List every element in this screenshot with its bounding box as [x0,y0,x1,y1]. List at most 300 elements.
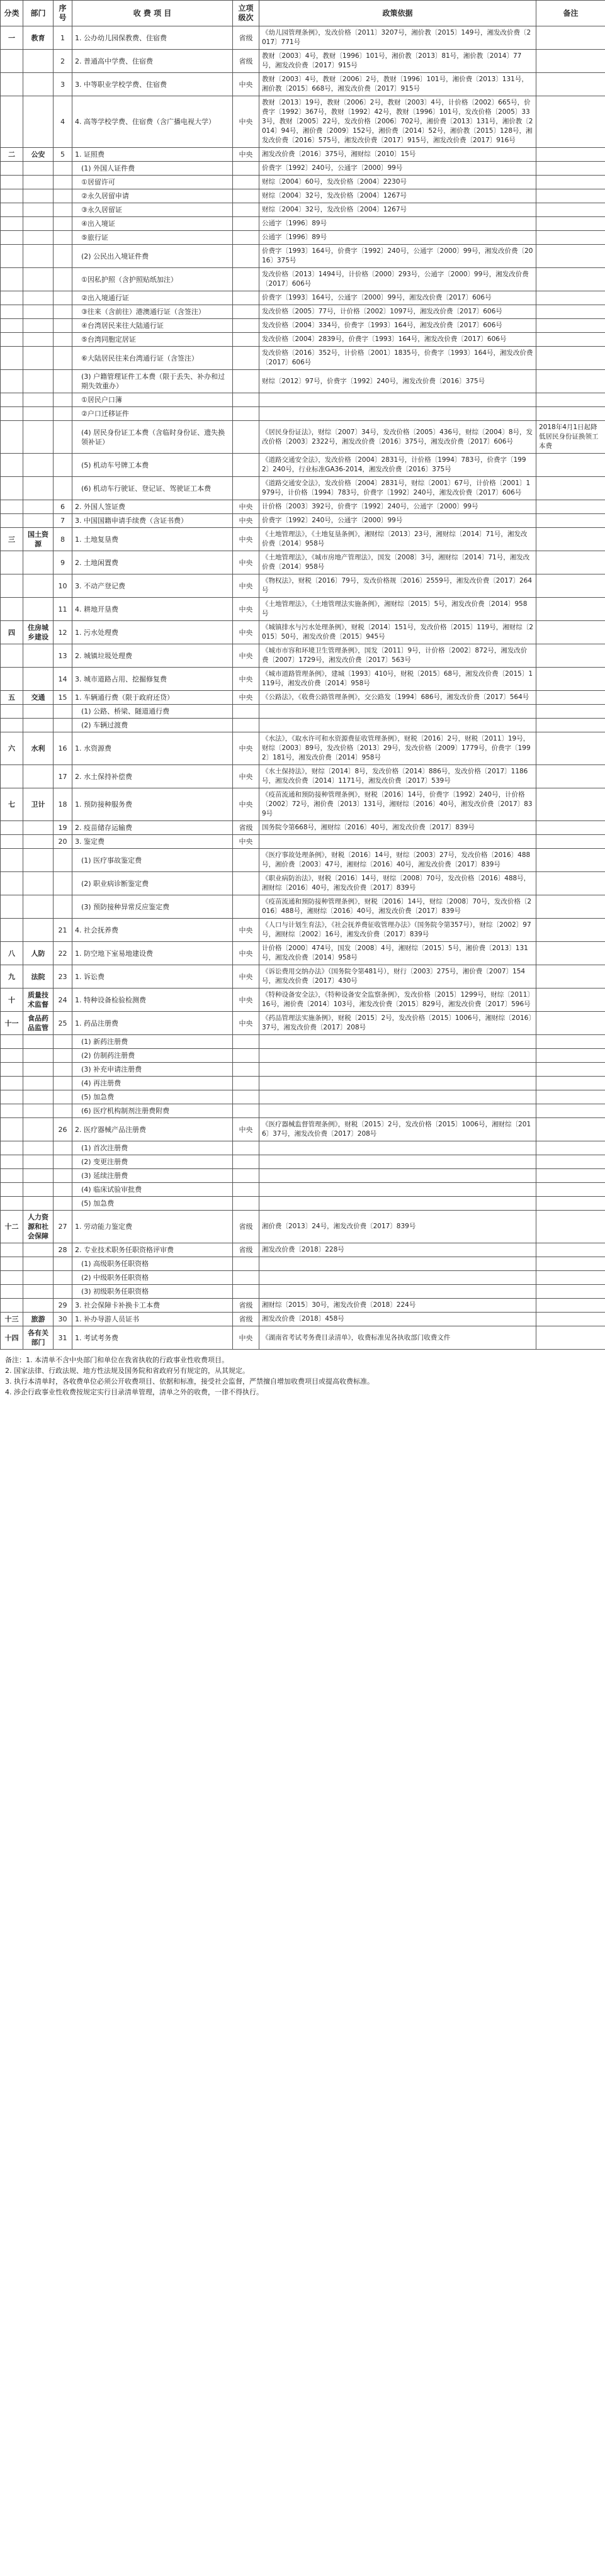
category-cell: 二 [1,148,23,162]
level-cell: 省级 [233,1299,259,1313]
sequence-cell [54,1049,72,1063]
sequence-cell: 10 [54,574,72,598]
remark-cell [536,1313,605,1326]
level-cell: 中央 [233,942,259,965]
sequence-cell: 23 [54,965,72,988]
sequence-cell: 8 [54,528,72,551]
category-cell [1,1035,23,1049]
category-cell [1,50,23,73]
department-cell [23,370,54,393]
remark-cell [536,1118,605,1141]
sequence-cell [54,421,72,454]
remark-cell [536,26,605,50]
fee-item-cell: (1) 外国人证件费 [72,162,233,176]
level-cell: 中央 [233,500,259,514]
table-row [1,245,605,268]
table-row [1,162,605,176]
category-cell [1,370,23,393]
level-cell: 省级 [233,821,259,835]
remark-cell [536,393,605,407]
level-cell: 中央 [233,1118,259,1141]
fee-item-cell: 4. 高等学校学费、住宿费（含广播电视大学） [72,96,233,148]
department-cell [23,231,54,245]
level-cell [233,849,259,872]
table-row [1,1197,605,1211]
footnotes [0,1350,605,1404]
sequence-cell: 19 [54,821,72,835]
sequence-cell [54,189,72,203]
policy-basis-cell: 发改价格〔2005〕77号，计价格〔2002〕1097号，湘发改价费〔2017〕606号 [259,305,536,319]
level-cell [233,1257,259,1271]
department-cell [23,347,54,370]
fee-item-cell: ③永久居留证 [72,203,233,217]
policy-basis-cell: 价费字〔1993〕164号，价费字〔1992〕240号，公通字〔2000〕99号，湘发改价费〔2016〕375号 [259,245,536,268]
header-sequence: 序号 [54,1,72,26]
level-cell [233,203,259,217]
policy-basis-cell: 价费字〔1992〕240号，公通字〔2000〕99号 [259,514,536,528]
category-cell: 六 [1,732,23,765]
sequence-cell: 18 [54,788,72,821]
header-policy-basis: 政策依据 [259,1,536,26]
fee-item-cell: 2. 土地闲置费 [72,551,233,574]
remark-cell [536,621,605,644]
remark-cell [536,1285,605,1299]
table-row [1,454,605,477]
category-cell [1,1271,23,1285]
category-cell [1,719,23,732]
remark-cell [536,732,605,765]
department-cell [23,421,54,454]
table-row [1,919,605,942]
remark-cell [536,598,605,621]
department-cell [23,189,54,203]
remark-cell [536,574,605,598]
fee-item-cell: 2. 医疗器械产品注册费 [72,1118,233,1141]
remark-cell [536,268,605,291]
sequence-cell [54,231,72,245]
category-cell [1,872,23,895]
header-category: 分类 [1,1,23,26]
remark-cell [536,231,605,245]
level-cell [233,305,259,319]
policy-basis-cell: 《医疗器械监督管理条例》，财税〔2015〕2号，发改价格〔2015〕1006号，湘财综〔2016〕37号，湘发改价费〔2017〕208号 [259,1118,536,1141]
remark-cell [536,719,605,732]
level-cell: 中央 [233,528,259,551]
department-cell [23,1063,54,1077]
policy-basis-cell [259,1035,536,1049]
fee-item-cell: ②户口迁移证件 [72,407,233,421]
level-cell [233,1063,259,1077]
remark-cell [536,765,605,788]
table-row [1,821,605,835]
category-cell [1,1049,23,1063]
level-cell [233,393,259,407]
remark-cell [536,705,605,719]
category-cell [1,421,23,454]
remark-cell [536,347,605,370]
remark-cell [536,1049,605,1063]
table-row [1,668,605,691]
policy-basis-cell [259,1271,536,1285]
remark-cell [536,691,605,705]
category-cell [1,231,23,245]
remark-cell [536,872,605,895]
category-cell: 四 [1,621,23,644]
department-cell: 法院 [23,965,54,988]
policy-basis-cell: 《水土保持法》，财综〔2014〕8号，发改价格〔2014〕886号，发改价格〔2017〕1186号，湘发改价费〔2014〕1171号，湘发改价费〔2017〕539号 [259,765,536,788]
fee-item-cell: 1. 公办幼儿园保教费、住宿费 [72,26,233,50]
fee-item-cell: (2) 中级职务任职资格 [72,1271,233,1285]
department-cell [23,1141,54,1155]
department-cell: 人力资源和社会保障 [23,1211,54,1243]
fee-item-cell: (5) 加急费 [72,1197,233,1211]
policy-basis-cell: 《物权法》，财税〔2016〕79号，发改价格规〔2016〕2559号，湘发改价费〔2017〕264号 [259,574,536,598]
fee-item-cell: (1) 新药注册费 [72,1035,233,1049]
fee-item-cell: 2. 水土保持补偿费 [72,765,233,788]
department-cell [23,203,54,217]
category-cell [1,347,23,370]
department-cell [23,821,54,835]
department-cell: 质量技术监督 [23,988,54,1012]
level-cell: 中央 [233,598,259,621]
department-cell [23,895,54,919]
level-cell [233,421,259,454]
fee-item-cell: (3) 户籍管理证件工本费（限于丢失、补办和过期失效重办） [72,370,233,393]
department-cell [23,268,54,291]
table-row [1,1104,605,1118]
policy-basis-cell [259,1141,536,1155]
department-cell [23,1299,54,1313]
sequence-cell [54,1155,72,1169]
level-cell [233,189,259,203]
policy-basis-cell [259,1077,536,1090]
fee-item-cell: 1. 证照费 [72,148,233,162]
table-row [1,1090,605,1104]
table-row [1,1313,605,1326]
remark-cell [536,919,605,942]
sequence-cell [54,1197,72,1211]
sequence-cell: 20 [54,835,72,849]
policy-basis-cell: 《公路法》，《收费公路管理条例》，交公路发〔1994〕686号，湘发改价费〔2017〕564号 [259,691,536,705]
policy-basis-cell: 教财〔2003〕4号，教财〔1996〕101号，湘价教〔2013〕81号，湘价教〔2014〕77号，湘发改价费〔2017〕915号 [259,50,536,73]
department-cell [23,551,54,574]
fee-item-cell: (5) 加急费 [72,1090,233,1104]
department-cell [23,245,54,268]
remark-cell [536,407,605,421]
fee-item-cell: 3. 城市道路占用、挖掘修复费 [72,668,233,691]
fee-item-cell: 2. 城镇垃圾处理费 [72,644,233,668]
level-cell [233,1090,259,1104]
department-cell [23,1271,54,1285]
level-cell: 中央 [233,1326,259,1350]
category-cell [1,217,23,231]
fee-item-cell: (2) 公民出入境证件费 [72,245,233,268]
category-cell [1,895,23,919]
sequence-cell [54,1035,72,1049]
fee-item-cell: ①居留许可 [72,176,233,189]
level-cell: 中央 [233,514,259,528]
policy-basis-cell [259,705,536,719]
table-row [1,176,605,189]
policy-basis-cell: 《特种设备安全法》，《特种设备安全监察条例》，发改价格〔2015〕1299号，财综〔2011〕16号，湘价费〔2014〕103号，湘发改价费〔2015〕829号，湘发改价费〔2017〕596号 [259,988,536,1012]
level-cell [233,477,259,500]
policy-basis-cell: 《城市道路管理条例》，建城〔1993〕410号，财税〔2015〕68号，湘发改价费〔2015〕1119号，湘发改价费〔2014〕958号 [259,668,536,691]
department-cell [23,919,54,942]
department-cell [23,1155,54,1169]
level-cell [233,454,259,477]
fee-item-cell: 2. 专业技术职务任职资格评审费 [72,1243,233,1257]
fee-item-cell: ⑤台湾同胞定居证 [72,333,233,347]
department-cell [23,705,54,719]
table-row [1,942,605,965]
level-cell [233,291,259,305]
table-row [1,1118,605,1141]
policy-basis-cell: 《土地管理法》，《土地复垦条例》，湘财综〔2013〕23号，湘财综〔2014〕71号，湘发改价费〔2014〕958号 [259,528,536,551]
sequence-cell [54,1090,72,1104]
header-level: 立项级次 [233,1,259,26]
department-cell [23,454,54,477]
table-row [1,514,605,528]
policy-basis-cell: 国务院令第668号，湘财综〔2016〕40号，湘发改价费〔2017〕839号 [259,821,536,835]
policy-basis-cell: 《医疗事故处理条例》，财税〔2016〕14号，财综〔2003〕27号，发改价格〔2016〕488号，湘价费〔2003〕47号，湘财综〔2016〕40号，湘发改价费〔2017〕839号 [259,849,536,872]
level-cell: 中央 [233,919,259,942]
department-cell [23,217,54,231]
level-cell [233,1035,259,1049]
fee-item-cell: 3. 不动产登记费 [72,574,233,598]
table-row [1,1035,605,1049]
remark-cell [536,319,605,333]
table-row [1,621,605,644]
policy-basis-cell: 《城镇排水与污水处理条例》，财税〔2014〕151号，发改价格〔2015〕119号，湘财综〔2015〕50号，湘发改价费〔2015〕945号 [259,621,536,644]
fee-item-cell: 1. 药品注册费 [72,1012,233,1035]
remark-cell [536,1299,605,1313]
category-cell [1,1077,23,1090]
remark-cell [536,1271,605,1285]
category-cell: 十一 [1,1012,23,1035]
fee-item-cell: ②出入境通行证 [72,291,233,305]
sequence-cell: 2 [54,50,72,73]
category-cell [1,333,23,347]
level-cell [233,347,259,370]
fee-item-cell: (6) 机动车行驶证、登记证、驾驶证工本费 [72,477,233,500]
category-cell [1,1299,23,1313]
sequence-cell [54,333,72,347]
remark-cell [536,849,605,872]
fee-item-cell: (1) 公路、桥梁、隧道通行费 [72,705,233,719]
fee-item-cell: 1. 补办导游人员证书 [72,1313,233,1326]
footnote: 2. 国家法律、行政法规、地方性法规及国务院和省政府另有规定的，从其规定。 [5,1367,249,1375]
table-row [1,73,605,96]
table-row [1,574,605,598]
table-row [1,765,605,788]
department-cell [23,598,54,621]
department-cell [23,835,54,849]
remark-cell [536,162,605,176]
remark-cell [536,1169,605,1183]
level-cell [233,1285,259,1299]
sequence-cell [54,849,72,872]
level-cell [233,176,259,189]
sequence-cell [54,1063,72,1077]
level-cell [233,407,259,421]
table-row [1,203,605,217]
table-row [1,268,605,291]
category-cell: 一 [1,26,23,50]
remark-cell [536,1211,605,1243]
sequence-cell [54,477,72,500]
sequence-cell: 6 [54,500,72,514]
level-cell: 中央 [233,96,259,148]
department-cell: 水利 [23,732,54,765]
policy-basis-cell [259,1197,536,1211]
fee-item-cell: (4) 再注册费 [72,1077,233,1090]
policy-basis-cell [259,1155,536,1169]
remark-cell [536,942,605,965]
policy-basis-cell: 《职业病防治法》，财税〔2016〕14号，财综〔2008〕70号，发改价格〔2016〕488号，湘财综〔2016〕40号，湘发改价费〔2017〕839号 [259,872,536,895]
header-remark: 备注 [536,1,605,26]
table-row [1,1141,605,1155]
level-cell [233,162,259,176]
fee-item-cell: 1. 防空地下室易地建设费 [72,942,233,965]
table-row [1,835,605,849]
level-cell [233,1049,259,1063]
category-cell [1,1257,23,1271]
policy-basis-cell: 湘发改价费〔2018〕458号 [259,1313,536,1326]
level-cell: 中央 [233,148,259,162]
remark-cell [536,176,605,189]
policy-basis-cell: 湘发改价费〔2018〕228号 [259,1243,536,1257]
fee-item-cell: 4. 耕地开垦费 [72,598,233,621]
sequence-cell: 25 [54,1012,72,1035]
remark-cell [536,551,605,574]
category-cell [1,1197,23,1211]
policy-basis-cell: 《城市市容和环境卫生管理条例》，国发〔2011〕9号，计价格〔2002〕872号，湘发改价费〔2007〕1729号，湘发改价费〔2017〕563号 [259,644,536,668]
policy-basis-cell: 湘价费〔2013〕24号，湘发改价费〔2017〕839号 [259,1211,536,1243]
department-cell [23,1104,54,1118]
policy-basis-cell [259,1169,536,1183]
table-row [1,1257,605,1271]
sequence-cell: 13 [54,644,72,668]
table-row [1,732,605,765]
department-cell [23,514,54,528]
policy-basis-cell [259,1063,536,1077]
sequence-cell [54,347,72,370]
fee-item-cell: ②永久居留申请 [72,189,233,203]
policy-basis-cell: 计价格〔2003〕392号，价费字〔1992〕240号，公通字〔2000〕99号 [259,500,536,514]
table-row [1,96,605,148]
department-cell: 教育 [23,26,54,50]
remark-cell [536,835,605,849]
category-cell: 十三 [1,1313,23,1326]
fee-item-cell: (6) 医疗机构制剂注册费附费 [72,1104,233,1118]
category-cell [1,849,23,872]
department-cell [23,1285,54,1299]
category-cell: 三 [1,528,23,551]
level-cell [233,1271,259,1285]
policy-basis-cell: 教财〔2013〕19号，教财〔2006〕2号，教财〔2003〕4号，计价格〔2002〕665号，价费字〔1992〕367号，教财〔1992〕42号，教财〔1996〕101号，发改价格〔2005〕333号，教财〔2005〕22号，发改价格〔2006〕702号，湘价费〔2013〕131号，湘价教〔2014〕94号，湘价费〔2009〕152号，湘价费〔2014〕52号，湘价教〔2015〕128号，湘发改价费〔2016〕575号，湘发改价费〔2017〕915号，湘发改价费〔2017〕916号 [259,96,536,148]
table-row [1,788,605,821]
category-cell [1,1090,23,1104]
remark-cell [536,1326,605,1350]
sequence-cell: 17 [54,765,72,788]
category-cell [1,1104,23,1118]
department-cell: 公安 [23,148,54,162]
department-cell [23,176,54,189]
policy-basis-cell: 《土地管理法》，《土地管理法实施条例》，湘财综〔2015〕5号，湘发改价费〔2014〕958号 [259,598,536,621]
level-cell [233,231,259,245]
policy-basis-cell: 《居民身份证法》，财综〔2007〕34号，发改价格〔2005〕436号，财综〔2004〕8号，发改价格〔2003〕2322号，湘发改价费〔2016〕375号，湘发改价费〔2017〕606号 [259,421,536,454]
sequence-cell [54,319,72,333]
table-row [1,50,605,73]
sequence-cell [54,203,72,217]
level-cell [233,1197,259,1211]
fee-item-cell: (2) 变更注册费 [72,1155,233,1169]
level-cell [233,268,259,291]
department-cell [23,162,54,176]
sequence-cell [54,305,72,319]
policy-basis-cell: 《药品管理法实施条例》，财税〔2015〕2号，发改价格〔2015〕1006号，湘财综〔2016〕37号，湘发改价费〔2017〕208号 [259,1012,536,1035]
sequence-cell [54,1285,72,1299]
table-row [1,1183,605,1197]
category-cell [1,162,23,176]
table-row [1,477,605,500]
level-cell [233,1169,259,1183]
remark-cell [536,454,605,477]
remark-cell [536,1090,605,1104]
remark-cell [536,96,605,148]
table-row [1,393,605,407]
footnote: 3. 执行本清单时，各收费单位必须公开收费项目、依据和标准，接受社会监督，严禁擅自增加收费项目或提高收费标准。 [5,1377,374,1386]
remark-cell [536,1063,605,1077]
department-cell [23,500,54,514]
policy-basis-cell: 《道路交通安全法》，发改价格〔2004〕2831号，财综〔2001〕67号，计价格〔2001〕1979号，计价格〔1994〕783号，价费字〔1992〕240号，湘发改价费〔2017〕606号 [259,477,536,500]
remark-cell [536,514,605,528]
remark-cell [536,1197,605,1211]
sequence-cell [54,1271,72,1285]
sequence-cell [54,291,72,305]
fee-item-cell: ①居民户口簿 [72,393,233,407]
fee-item-cell: 1. 土地复垦费 [72,528,233,551]
department-cell [23,668,54,691]
policy-basis-cell: 《水法》，《取水许可和水资源费征收管理条例》，财税〔2016〕2号，财税〔2011〕19号，财综〔2003〕89号，发改价格〔2013〕29号，发改价格〔2009〕1779号，价费字〔1992〕181号，湘发改价费〔2014〕958号 [259,732,536,765]
fee-item-cell: ④台湾居民来往大陆通行证 [72,319,233,333]
category-cell [1,73,23,96]
category-cell: 五 [1,691,23,705]
table-row [1,872,605,895]
table-row [1,1243,605,1257]
fee-item-cell: 1. 预防接种服务费 [72,788,233,821]
remark-cell [536,1243,605,1257]
level-cell: 省级 [233,1243,259,1257]
policy-basis-cell: 《幼儿园管理条例》，发改价格〔2011〕3207号，湘价教〔2015〕149号，湘发改价费〔2017〕771号 [259,26,536,50]
department-cell: 人防 [23,942,54,965]
fee-item-cell: (5) 机动车号牌工本费 [72,454,233,477]
remark-cell [536,1077,605,1090]
policy-basis-cell: 《疫苗流通和预防接种管理条例》，财税〔2016〕14号，财综〔2008〕70号，发改价格〔2016〕488号，湘财综〔2016〕40号，湘发改价费〔2017〕839号 [259,895,536,919]
remark-cell [536,965,605,988]
category-cell [1,1183,23,1197]
department-cell: 交通 [23,691,54,705]
table-row [1,333,605,347]
level-cell [233,1183,259,1197]
department-cell [23,393,54,407]
policy-basis-cell [259,835,536,849]
level-cell [233,333,259,347]
policy-basis-cell: 计价格〔2000〕474号，国发〔2008〕4号，湘财综〔2015〕5号，湘价费〔2013〕131号，湘发改价费〔2014〕958号 [259,942,536,965]
department-cell [23,1169,54,1183]
sequence-cell: 30 [54,1313,72,1326]
department-cell [23,1197,54,1211]
